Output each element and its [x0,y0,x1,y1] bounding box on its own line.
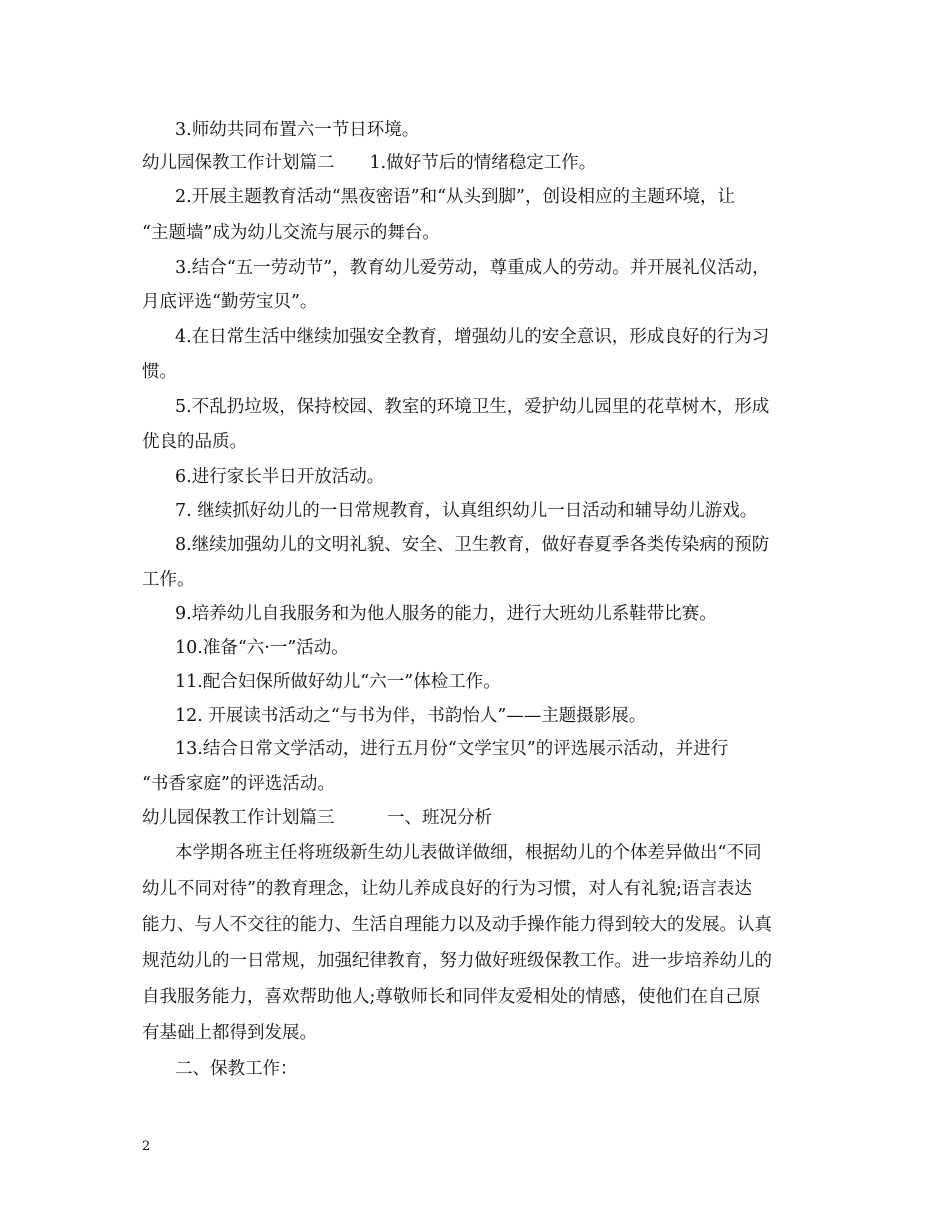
text-line: 5.不乱扔垃圾，保持校园、教室的环境卫生，爱护幼儿园里的花草树木，形成 [175,397,770,417]
text-line: “主题墙”成为幼儿交流与展示的舞台。 [142,223,440,243]
text-line: 8.继续加强幼儿的文明礼貌、安全、卫生教育，做好春夏季各类传染病的预防 [175,535,770,555]
text-line: 本学期各班主任将班级新生幼儿表做详做细，根据幼儿的个体差异做出“不同 [175,843,762,863]
text-line: 自我服务能力，喜欢帮助他人;尊敬师长和同伴友爱相处的情感，使他们在自己原 [142,987,761,1007]
page-number: 2 [142,1139,151,1154]
text-line: 6.进行家长半日开放活动。 [175,467,385,487]
text-line: 3.结合“五一劳动节”，教育幼儿爱劳动，尊重成人的劳动。并开展礼仪活动， [175,258,770,278]
text-line: 4.在日常生活中继续加强安全教育，增强幼儿的安全意识，形成良好的行为习 [175,327,770,347]
text-line: 2.开展主题教育活动“黑夜密语”和“从头到脚”，创设相应的主题环境，让 [175,187,735,207]
text-line: 幼儿不同对待”的教育理念，让幼儿养成良好的行为习惯，对人有礼貌;语言表达 [142,879,752,899]
text-line: 规范幼儿的一日常规，加强纪律教育，努力做好班级保教工作。进一步培养幼儿的 [142,951,772,971]
text-line: 10.准备“六·一”活动。 [175,638,349,658]
text-line: 能力、与人不交往的能力、生活自理能力以及动手操作能力得到较大的发展。认真 [142,915,772,935]
text-line: 3.师幼共同布置六一节日环境。 [175,120,420,140]
text-line: 11.配合妇保所做好幼儿“六一”体检工作。 [175,672,501,692]
text-line: 二、保教工作： [175,1059,298,1079]
text-line: 幼儿园保教工作计划篇二 1.做好节后的情绪稳定工作。 [142,153,597,173]
text-line: 13.结合日常文学活动，进行五月份“文学宝贝”的评选展示活动，并进行 [175,739,729,759]
text-line: 7. 继续抓好幼儿的一日常规教育，认真组织幼儿一日活动和辅导幼儿游戏。 [175,501,758,521]
text-line: 月底评选“勤劳宝贝”。 [142,292,318,312]
text-line: 幼儿园保教工作计划篇三 一、班况分析 [142,808,492,828]
text-line: 9.培养幼儿自我服务和为他人服务的能力，进行大班幼儿系鞋带比赛。 [175,604,717,624]
text-line: 工作。 [142,570,195,590]
text-line: 12. 开展读书活动之“与书为伴，书韵怡人”——主题摄影展。 [175,706,647,726]
text-line: “书香家庭”的评选活动。 [142,774,335,794]
text-line: 优良的品质。 [142,432,247,452]
text-line: 有基础上都得到发展。 [142,1023,317,1043]
text-line: 惯。 [142,362,177,382]
